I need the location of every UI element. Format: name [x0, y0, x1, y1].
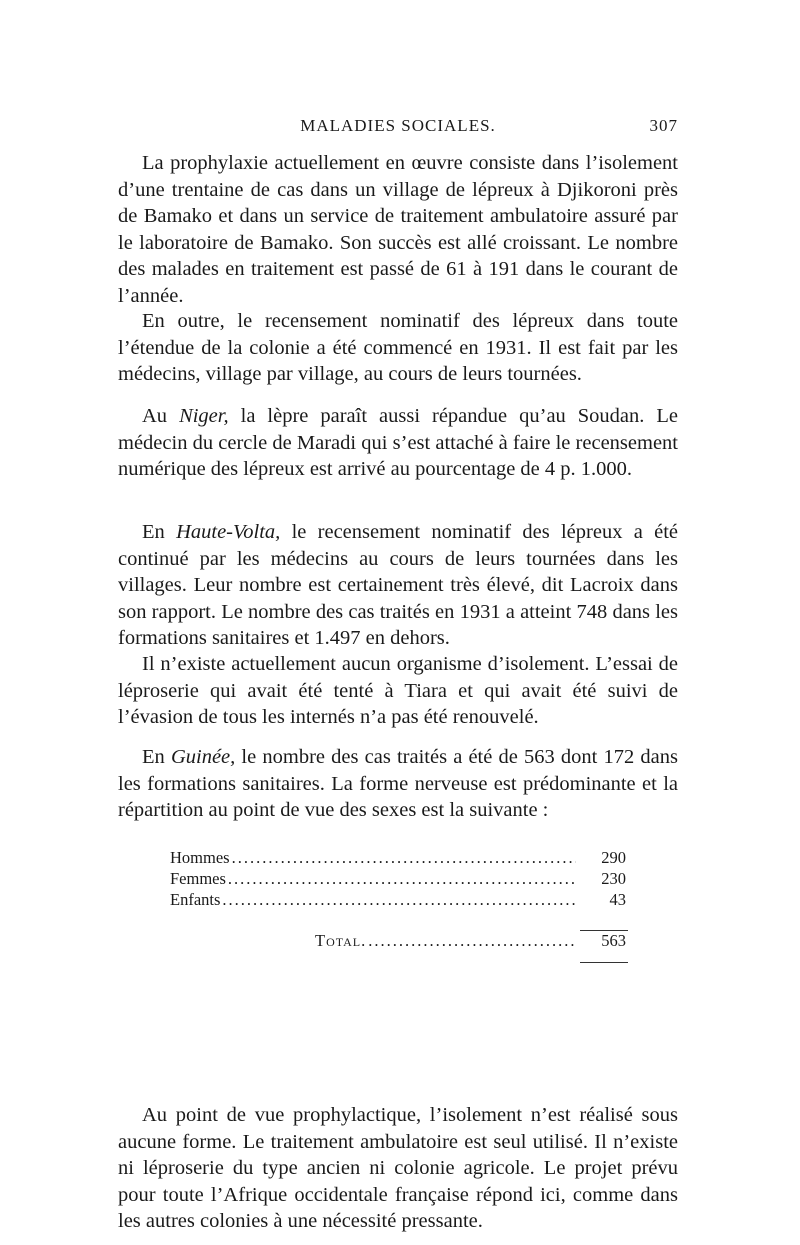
place-name-guinee: Guinée, — [170, 746, 236, 768]
sum-rule-bottom — [580, 962, 628, 963]
dot-leader — [368, 931, 576, 951]
dot-leader — [228, 869, 576, 889]
sex-distribution-table — [170, 848, 626, 952]
place-name-niger: Niger, — [179, 405, 229, 427]
row-label: Enfants — [170, 890, 221, 909]
paragraph-text: Au point de vue prophylactique, l’isolement n’est réalisé sous aucune forme. Le traitement ambulatoire est seul utilisé. Il n’existe ni léproserie du type ancien ni colonie agricole. Le projet prévu pour toute l’Afrique occidentale française répond ici, comme dans les autres colonies à une nécessité pressante. — [118, 1104, 678, 1232]
sum-rule-top — [580, 930, 628, 931]
page-number: 307 — [649, 116, 678, 135]
row-value: 43 — [609, 890, 626, 909]
running-title: MALADIES SOCIALES. — [300, 116, 496, 135]
paragraph-text: Il n’existe actuellement aucun organisme d’isolement. L’essai de léproserie qui avait été tenté à Tiara et qui avait été suivi de l’évasion de tous les internés n’a pas été renouvelé. — [118, 653, 678, 728]
paragraph-prophylaxie — [118, 150, 678, 309]
row-value: 230 — [601, 869, 626, 888]
table-row — [170, 848, 626, 869]
paragraph-prefix: En — [142, 521, 165, 543]
place-name-haute-volta: Haute-Volta, — [176, 521, 281, 543]
table-total-row — [170, 931, 626, 952]
paragraph-haute-volta — [118, 519, 678, 652]
paragraph-guinee — [118, 744, 678, 824]
dot-leader — [232, 848, 576, 868]
paragraph-prefix: Au — [142, 405, 168, 427]
row-label: Hommes — [170, 848, 230, 867]
running-header — [118, 116, 678, 140]
total-value: 563 — [601, 931, 626, 950]
paragraph-text: La prophylaxie actuellement en œuvre consiste dans l’isolement d’une trentaine de cas dans un village de lépreux à Djikoroni près de Bamako et dans un service de traitement ambulatoire assuré par le laboratoire de Bamako. Son succès est allé croissant. Le nombre des malades en traitement est passé de 61 à 191 dans le courant de l’année. — [118, 152, 678, 307]
row-label: Femmes — [170, 869, 226, 888]
table-row — [170, 869, 626, 890]
dot-leader — [222, 890, 576, 910]
paragraph-niger — [118, 403, 678, 483]
row-value: 290 — [601, 848, 626, 867]
paragraph-text: le recensement nominatif des lépreux a été continué par les médecins au cours de leurs tournées dans les villages. Leur nombre est certainement très élevé, dit Lacroix dans son rapport. Le nombre des cas traités en 1931 a atteint 748 dans les formations sanitaires et 1.497 en dehors. — [118, 521, 679, 649]
paragraph-recensement — [118, 308, 678, 388]
table-row — [170, 890, 626, 911]
paragraph-text: En outre, le recensement nominatif des lépreux dans toute l’étendue de la colonie a été commencé en 1931. Il est fait par les médecins, village par village, au cours de leurs tournées. — [118, 310, 678, 385]
total-label: Total. — [315, 931, 367, 950]
paragraph-prefix: En — [142, 746, 165, 768]
paragraph-prophylactique — [118, 1102, 678, 1235]
paragraph-text: la lèpre paraît aussi répandue qu’au Soudan. Le médecin du cercle de Maradi qui s’est attaché à faire le recensement numérique des lépreux est arrivé au pourcentage de 4 p. 1.000. — [118, 405, 679, 480]
paragraph-isolement — [118, 651, 678, 731]
paragraph-text: le nombre des cas traités a été de 563 dont 172 dans les formations sanitaires. La forme nerveuse est prédominante et la répartition au point de vue des sexes est la suivante : — [118, 746, 678, 821]
